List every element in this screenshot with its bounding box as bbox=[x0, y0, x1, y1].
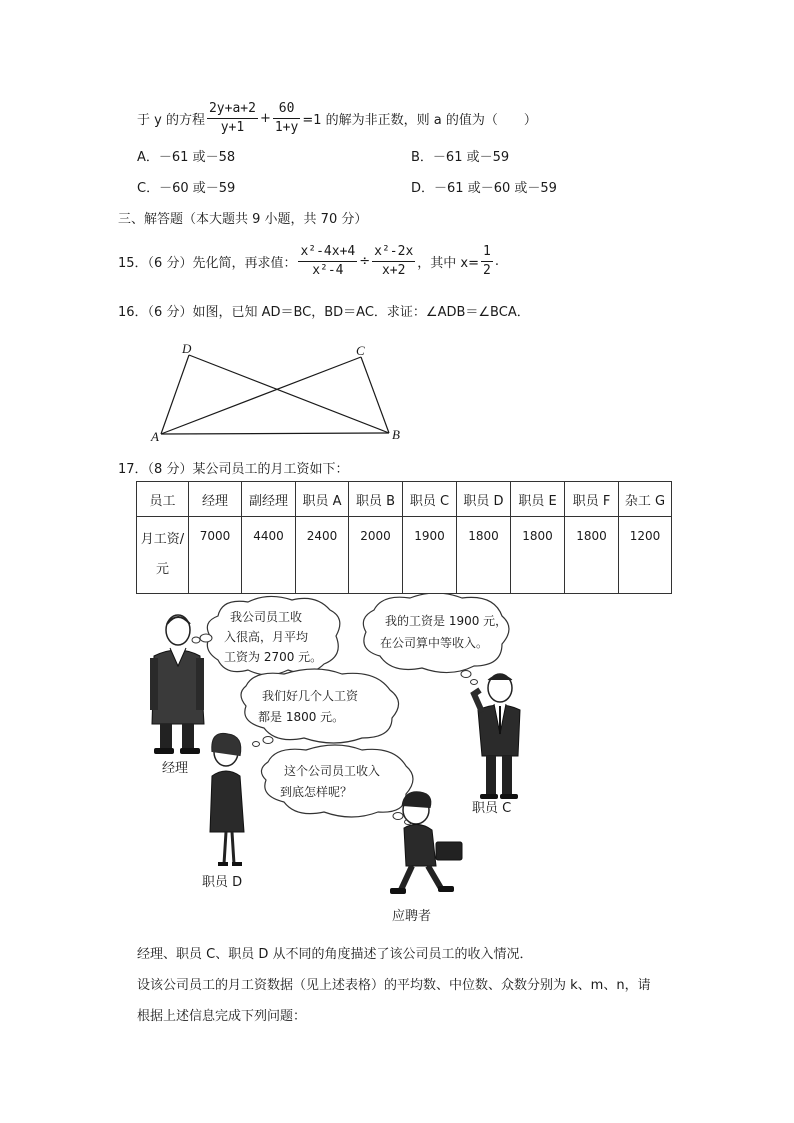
section-3-title: 三、解答题（本大题共 9 小题，共 70 分） bbox=[118, 212, 368, 227]
point-label-d: D bbox=[182, 341, 192, 356]
q14-option-d bbox=[411, 177, 557, 196]
header-cell: 职员 B bbox=[349, 482, 403, 517]
segment-db bbox=[189, 355, 389, 433]
header-cell: 职员 C bbox=[403, 482, 457, 517]
q15-mid: ，其中 x= bbox=[417, 255, 480, 271]
figure-label-applicant: 应聘者 bbox=[392, 909, 432, 924]
clerk-c-bubble-line-2: 在公司算中等收入。 bbox=[380, 636, 489, 650]
q16-geometry-figure bbox=[145, 338, 415, 448]
option-text: －60 或－59 bbox=[159, 181, 236, 196]
option-text: －61 或－59 bbox=[432, 150, 510, 165]
q15-frac3-denominator: 2 bbox=[483, 262, 491, 278]
q15-fraction-3 bbox=[481, 244, 493, 279]
header-cell: 员工 bbox=[137, 482, 189, 517]
option-label: A． bbox=[137, 150, 159, 165]
wage-table bbox=[136, 481, 672, 594]
q15-fraction-1 bbox=[298, 244, 357, 279]
q15-fraction-2 bbox=[372, 244, 415, 279]
point-label-b: B bbox=[392, 427, 400, 442]
q15-line bbox=[118, 240, 499, 282]
header-cell: 职员 A bbox=[296, 482, 349, 517]
q15-prefix: 15．（6 分）先化简，再求值： bbox=[118, 255, 297, 271]
option-label: D． bbox=[411, 181, 435, 196]
segment-cb bbox=[361, 357, 389, 433]
option-text: －61 或－60 或－59 bbox=[434, 181, 557, 196]
value-cell: 1900 bbox=[403, 517, 457, 594]
q14-fraction-1 bbox=[207, 101, 258, 136]
clerk-d-bubble-line-1: 我们好几个人工资 bbox=[262, 689, 359, 703]
q17-paragraph-3: 根据上述信息完成下列问题： bbox=[137, 1009, 307, 1024]
q16-text: 16．（6 分）如图，已知 AD＝BC，BD＝AC．求证：∠ADB＝∠BCA． bbox=[118, 305, 530, 320]
value-cell: 4400 bbox=[242, 517, 296, 594]
q14-frac1-denominator: y+1 bbox=[220, 119, 245, 135]
q14-option-c bbox=[137, 177, 235, 196]
segment-ad bbox=[161, 355, 189, 434]
q17-paragraph-1: 经理、职员 C、职员 D 从不同的角度描述了该公司员工的收入情况． bbox=[137, 947, 533, 962]
header-cell: 职员 D bbox=[457, 482, 511, 517]
manager-figure bbox=[150, 615, 204, 754]
value-cell: 1200 bbox=[619, 517, 672, 594]
manager-bubble-line-3: 工资为 2700 元。 bbox=[224, 650, 323, 664]
salary-cartoon-illustration bbox=[130, 594, 540, 930]
value-cell: 1800 bbox=[565, 517, 619, 594]
q15-frac1-numerator: x²-4x+4 bbox=[298, 244, 357, 262]
q14-frac1-numerator: 2y+a+2 bbox=[207, 101, 258, 119]
header-cell: 职员 F bbox=[565, 482, 619, 517]
q14-option-b bbox=[411, 146, 509, 165]
q14-prefix: 于 y 的方程 bbox=[137, 112, 205, 128]
row-label-cell bbox=[137, 517, 189, 594]
q14-option-a bbox=[137, 146, 235, 165]
value-cell: 2400 bbox=[296, 517, 349, 594]
point-label-a: A bbox=[151, 429, 159, 444]
clerk-d-speech-bubble bbox=[241, 669, 399, 747]
header-cell: 杂工 G bbox=[619, 482, 672, 517]
segment-ac bbox=[161, 357, 361, 434]
table-header-row bbox=[137, 482, 672, 517]
q14-frac2-denominator: 1+y bbox=[274, 119, 299, 135]
q15-frac2-numerator: x²-2x bbox=[372, 244, 415, 262]
value-cell: 1800 bbox=[511, 517, 565, 594]
manager-speech-bubble bbox=[192, 596, 340, 675]
q15-frac3-numerator: 1 bbox=[481, 244, 493, 262]
q14-line bbox=[137, 98, 537, 138]
clerk-c-bubble-line-1: 我的工资是 1900 元， bbox=[385, 614, 508, 628]
value-cell: 2000 bbox=[349, 517, 403, 594]
q14-plus: + bbox=[259, 110, 271, 126]
row-label-line-2: 元 bbox=[155, 562, 169, 577]
q17-text: 17．（8 分）某公司员工的月工资如下： bbox=[118, 462, 349, 477]
applicant-bubble-line-1: 这个公司员工收入 bbox=[284, 764, 381, 778]
row-label-line-1: 月工资/ bbox=[140, 532, 185, 547]
figure-label-clerk-d: 职员 D bbox=[202, 875, 243, 890]
figure-label-clerk-c: 职员 C bbox=[472, 801, 512, 816]
q15-end: . bbox=[494, 253, 499, 269]
value-cell: 1800 bbox=[457, 517, 511, 594]
clerk-c-speech-bubble bbox=[363, 594, 509, 685]
clerk-d-bubble-line-2: 都是 1800 元。 bbox=[258, 710, 345, 724]
header-cell: 经理 bbox=[189, 482, 242, 517]
applicant-bubble-line-2: 到底怎样呢？ bbox=[280, 785, 353, 799]
option-label: C． bbox=[137, 181, 160, 196]
q17-paragraph-2: 设该公司员工的月工资数据（见上述表格）的平均数、中位数、众数分别为 k、m、n，请 bbox=[137, 978, 651, 993]
header-cell: 副经理 bbox=[242, 482, 296, 517]
q14-frac2-numerator: 60 bbox=[273, 101, 300, 119]
q15-divide: ÷ bbox=[359, 253, 371, 269]
q15-frac2-denominator: x+2 bbox=[381, 262, 406, 278]
manager-bubble-line-1: 我公司员工收 bbox=[230, 610, 303, 624]
q14-fraction-2 bbox=[273, 101, 300, 136]
applicant-speech-bubble bbox=[261, 745, 413, 825]
figure-label-manager: 经理 bbox=[162, 761, 189, 776]
clerk-c-figure bbox=[474, 674, 520, 799]
point-label-c: C bbox=[356, 343, 365, 358]
clerk-d-figure bbox=[210, 733, 244, 866]
header-cell: 职员 E bbox=[511, 482, 565, 517]
segment-ab bbox=[161, 433, 389, 434]
table-row bbox=[137, 517, 672, 594]
value-cell: 7000 bbox=[189, 517, 242, 594]
q14-suffix: =1 的解为非正数，则 a 的值为（ ） bbox=[302, 112, 537, 128]
option-text: －61 或－58 bbox=[158, 150, 236, 165]
q15-frac1-denominator: x²-4 bbox=[312, 262, 344, 278]
manager-bubble-line-2: 入很高，月平均 bbox=[224, 630, 309, 644]
option-label: B． bbox=[411, 150, 433, 165]
